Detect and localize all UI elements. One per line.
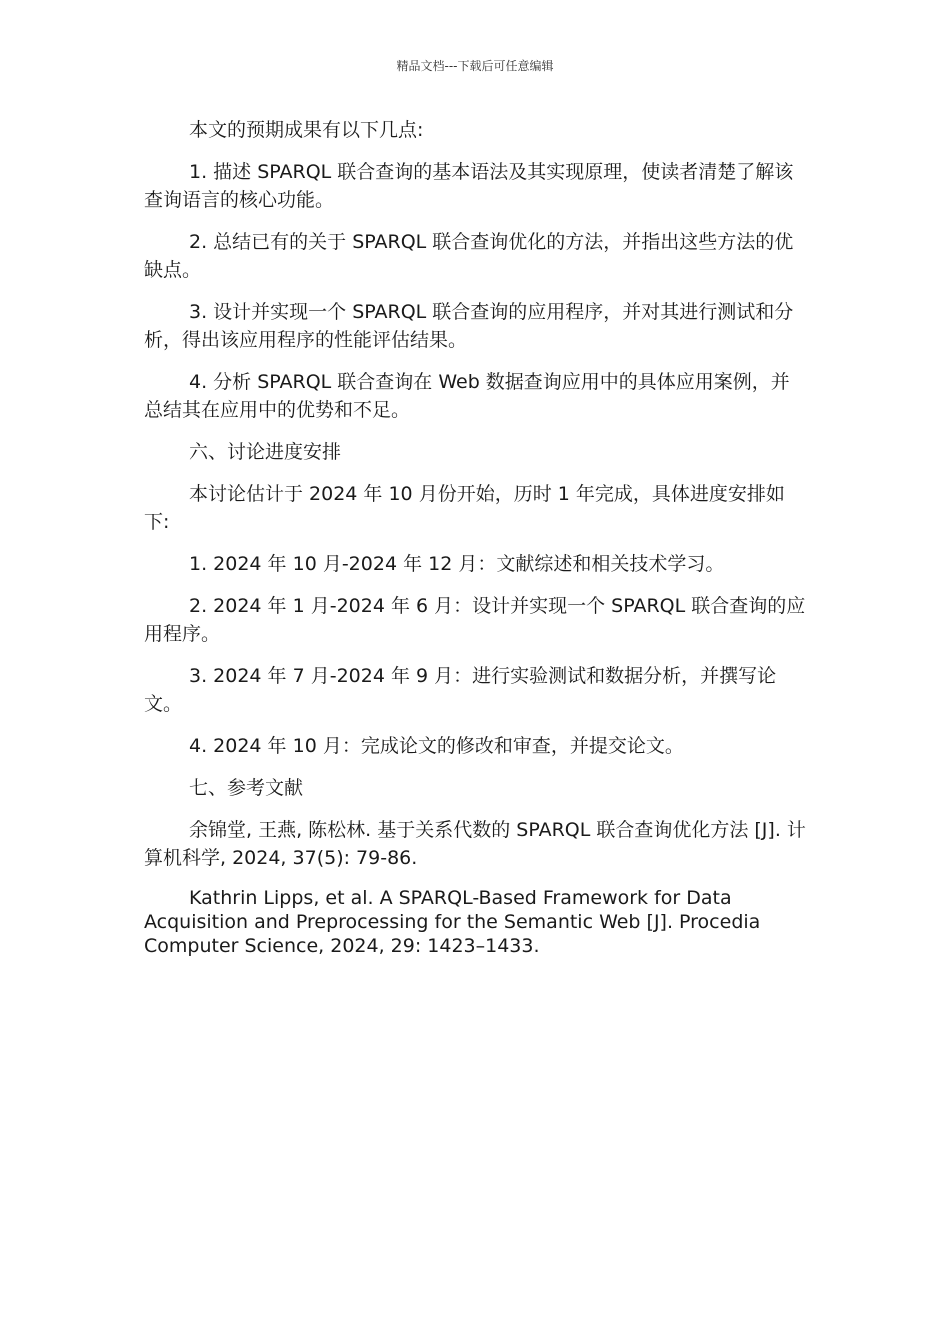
expected-result-item-3: 3. 设计并实现一个 SPARQL 联合查询的应用程序，并对其进行测试和分析，得出该应用程序的性能评估结果。 <box>144 301 794 351</box>
schedule-item-2: 2. 2024 年 1 月-2024 年 6 月：设计并实现一个 SPARQL 联合查询的应用程序。 <box>144 595 806 645</box>
section-heading-references: 七、参考文献 <box>189 777 304 799</box>
expected-result-item-1: 1. 描述 SPARQL 联合查询的基本语法及其实现原理，使读者清楚了解该查询语言的核心功能。 <box>144 161 794 211</box>
section-heading-schedule: 六、讨论进度安排 <box>189 441 342 463</box>
expected-result-item-4: 4. 分析 SPARQL 联合查询在 Web 数据查询应用中的具体应用案例，并总结其在应用中的优势和不足。 <box>144 371 790 421</box>
reference-item-2: Kathrin Lipps, et al. A SPARQL-Based Framework for Data Acquisition and Preprocessing for the Semantic Web [J]. Procedia Computer Science, 2024, 29: 1423–1433. <box>144 887 761 957</box>
schedule-item-4: 4. 2024 年 10 月：完成论文的修改和审查，并提交论文。 <box>189 735 684 757</box>
page-header: 精品文档---下载后可任意编辑 <box>396 59 554 73</box>
expected-results-intro: 本文的预期成果有以下几点: <box>189 119 424 141</box>
schedule-intro: 本讨论估计于 2024 年 10 月份开始，历时 1 年完成，具体进度安排如下: <box>144 483 785 533</box>
document-body <box>144 116 808 972</box>
schedule-item-3: 3. 2024 年 7 月-2024 年 9 月：进行实验测试和数据分析，并撰写论文。 <box>144 665 777 715</box>
reference-item-1: 余锦堂, 王燕, 陈松林. 基于关系代数的 SPARQL 联合查询优化方法 [J]. 计算机科学, 2024, 37(5): 79-86. <box>144 819 806 869</box>
schedule-item-1: 1. 2024 年 10 月-2024 年 12 月：文献综述和相关技术学习。 <box>189 553 725 575</box>
expected-result-item-2: 2. 总结已有的关于 SPARQL 联合查询优化的方法，并指出这些方法的优缺点。 <box>144 231 794 281</box>
